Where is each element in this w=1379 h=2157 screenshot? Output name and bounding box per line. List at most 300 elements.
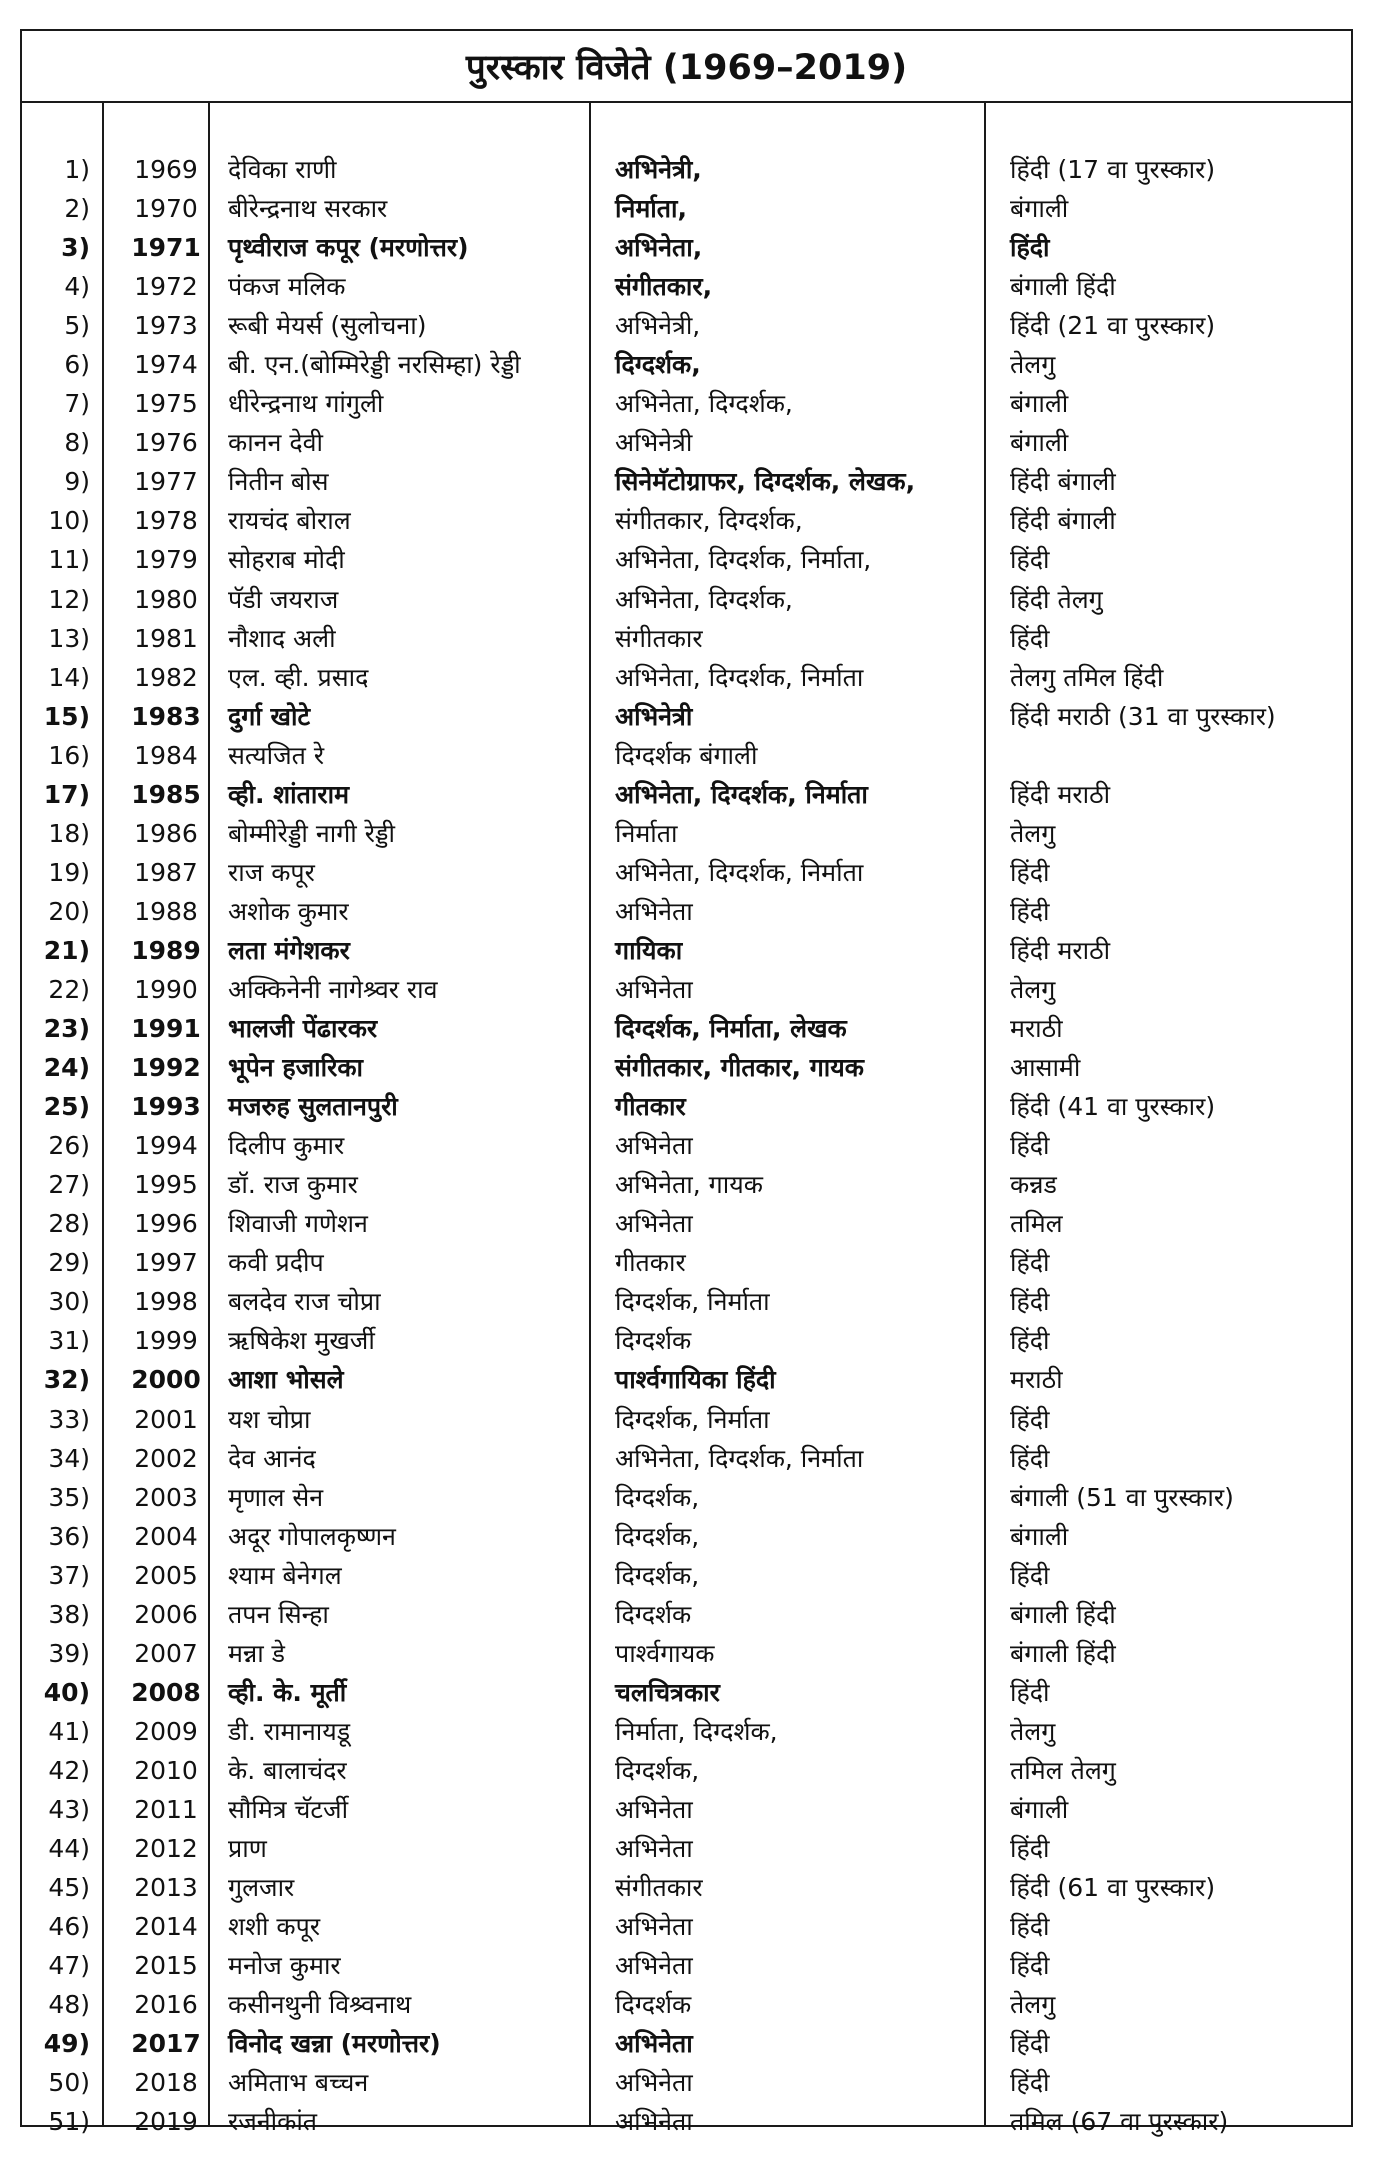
- row-number: 49): [43, 2029, 90, 2059]
- winner-role: संगीतकार,: [615, 272, 713, 302]
- table-row: [22, 2024, 1351, 2063]
- row-number: 4): [64, 272, 90, 302]
- film-language: तेलगु: [1010, 1990, 1056, 2020]
- table-row: [22, 1009, 1351, 1048]
- award-year: 1987: [134, 857, 198, 887]
- award-year: 1972: [134, 272, 198, 302]
- award-year: 2001: [134, 1404, 198, 1434]
- table-row: [22, 306, 1351, 345]
- award-year: 2005: [134, 1560, 198, 1590]
- row-number: 35): [48, 1482, 90, 1512]
- row-number: 37): [48, 1560, 90, 1590]
- row-number: 39): [48, 1638, 90, 1668]
- award-year: 2009: [134, 1716, 198, 1746]
- winner-name: लता मंगेशकर: [228, 935, 350, 965]
- table-row: [22, 580, 1351, 619]
- award-year: 1975: [134, 389, 198, 419]
- award-year: 2011: [134, 1794, 198, 1824]
- film-language: हिंदी मराठी: [1010, 935, 1111, 965]
- row-number: 51): [48, 2107, 90, 2137]
- award-year: 2014: [134, 1912, 198, 1942]
- winner-role: अभिनेता: [615, 2029, 693, 2059]
- row-number: 30): [48, 1287, 90, 1317]
- table-row: [22, 931, 1351, 970]
- table-row: [22, 345, 1351, 384]
- film-language: हिंदी: [1010, 896, 1050, 926]
- winner-name: भूपेन हजारिका: [228, 1053, 364, 1083]
- winner-role: अभिनेत्री: [615, 701, 693, 731]
- row-number: 12): [48, 584, 90, 614]
- winner-role: दिग्दर्शक, निर्माता, लेखक: [615, 1014, 847, 1044]
- table-row: [22, 1556, 1351, 1595]
- winner-name: ऋषिकेश मुखर्जी: [228, 1326, 375, 1356]
- award-year: 2015: [134, 1951, 198, 1981]
- row-number: 14): [48, 662, 90, 692]
- row-number: 46): [48, 1912, 90, 1942]
- row-number: 18): [48, 818, 90, 848]
- film-language: हिंदी: [1010, 1326, 1050, 1356]
- table-row: [22, 1126, 1351, 1165]
- award-year: 1971: [131, 233, 201, 263]
- row-number: 9): [64, 467, 90, 497]
- table-row: [22, 853, 1351, 892]
- row-number: 36): [48, 1521, 90, 1551]
- film-language: बंगाली: [1010, 1521, 1069, 1551]
- winner-role: अभिनेता: [615, 2068, 693, 2098]
- film-language: आसामी: [1010, 1053, 1081, 1083]
- film-language: हिंदी: [1010, 545, 1050, 575]
- table-row: [22, 619, 1351, 658]
- award-year: 1981: [134, 623, 198, 653]
- film-language: हिंदी: [1010, 233, 1050, 263]
- winner-role: अभिनेता: [615, 1834, 693, 1864]
- winner-role: अभिनेत्री,: [615, 155, 702, 184]
- winner-name: मजरुह सुलतानपुरी: [228, 1092, 398, 1122]
- award-year: 2016: [134, 1990, 198, 2020]
- table-row: [22, 1868, 1351, 1907]
- table-row: [22, 1478, 1351, 1517]
- row-number: 25): [43, 1092, 90, 1122]
- table-row: [22, 501, 1351, 540]
- winner-role: अभिनेता: [615, 974, 693, 1004]
- award-year: 1990: [134, 974, 198, 1004]
- winner-role: दिग्दर्शक,: [615, 350, 701, 380]
- film-language: हिंदी: [1010, 1951, 1050, 1981]
- table-row: [22, 150, 1351, 189]
- winner-name: पंकज मलिक: [228, 272, 346, 302]
- winner-name: यश चोप्रा: [228, 1404, 311, 1434]
- row-number: 23): [43, 1014, 90, 1044]
- row-number: 38): [48, 1599, 90, 1629]
- film-language: हिंदी मराठी (31 वा पुरस्कार): [1010, 701, 1276, 731]
- table-row: [22, 1907, 1351, 1946]
- winner-name: अदूर गोपालकृष्णन: [228, 1521, 396, 1551]
- winner-role: अभिनेता, दिग्दर्शक, निर्माता: [615, 857, 864, 887]
- winner-role: दिग्दर्शक,: [615, 1560, 700, 1590]
- film-language: बंगाली: [1010, 389, 1069, 419]
- table-row: [22, 814, 1351, 853]
- winner-role: अभिनेता, दिग्दर्शक,: [615, 584, 793, 614]
- winner-role: संगीतकार, गीतकार, गायक: [615, 1053, 864, 1083]
- award-year: 2000: [131, 1365, 201, 1395]
- row-number: 22): [48, 974, 90, 1004]
- row-number: 17): [43, 779, 90, 809]
- table-row: [22, 1243, 1351, 1282]
- winner-role: अभिनेता, दिग्दर्शक, निर्माता: [615, 779, 868, 809]
- award-year: 1996: [134, 1209, 198, 1239]
- row-number: 48): [48, 1990, 90, 2020]
- winner-name: मन्ना डे: [228, 1638, 285, 1668]
- film-language: बंगाली: [1010, 1794, 1069, 1824]
- winner-role: दिग्दर्शक,: [615, 1521, 700, 1551]
- film-language: हिंदी तेलगु: [1010, 584, 1103, 614]
- award-year: 2013: [134, 1873, 198, 1903]
- winner-role: दिग्दर्शक,: [615, 1482, 700, 1512]
- film-language: हिंदी (41 वा पुरस्कार): [1010, 1092, 1216, 1122]
- film-language: हिंदी: [1010, 1404, 1050, 1434]
- winner-name: सत्यजित रे: [228, 740, 325, 770]
- row-number: 16): [48, 740, 90, 770]
- table-row: [22, 2063, 1351, 2102]
- table-row: [22, 1985, 1351, 2024]
- winner-name: गुलजार: [228, 1873, 295, 1903]
- award-year: 2004: [134, 1521, 198, 1551]
- row-number: 2): [64, 194, 90, 224]
- winner-role: अभिनेता: [615, 1912, 693, 1942]
- row-number: 42): [48, 1755, 90, 1785]
- award-year: 2003: [134, 1482, 198, 1512]
- winner-role: गीतकार: [615, 1092, 686, 1122]
- winner-name: पृथ्वीराज कपूर (मरणोत्तर): [228, 233, 469, 263]
- row-number: 10): [48, 506, 90, 536]
- row-number: 8): [64, 428, 90, 458]
- award-year: 1982: [134, 662, 198, 692]
- winner-role: संगीतकार, दिग्दर्शक,: [615, 506, 803, 536]
- winner-role: अभिनेता: [615, 1951, 693, 1981]
- row-number: 26): [48, 1131, 90, 1161]
- winner-name: एल. व्ही. प्रसाद: [228, 662, 369, 692]
- film-language: मराठी: [1010, 1365, 1063, 1395]
- winner-name: डॉ. राज कुमार: [228, 1170, 358, 1200]
- table-row: [22, 697, 1351, 736]
- row-number: 24): [43, 1053, 90, 1083]
- row-number: 11): [48, 545, 90, 575]
- film-language: हिंदी (17 वा पुरस्कार): [1010, 155, 1216, 184]
- film-language: तमिल: [1010, 1209, 1063, 1239]
- award-year: 1979: [134, 545, 198, 575]
- table-row: [22, 1790, 1351, 1829]
- winner-role: निर्माता, दिग्दर्शक,: [615, 1716, 778, 1746]
- row-number: 3): [61, 233, 90, 263]
- table-row: [22, 736, 1351, 775]
- winner-role: दिग्दर्शक बंगाली: [615, 740, 758, 770]
- film-language: हिंदी: [1010, 1560, 1050, 1590]
- table-row: [22, 1517, 1351, 1556]
- table-row: [22, 658, 1351, 697]
- award-year: 1988: [134, 896, 198, 926]
- table-title: पुरस्कार विजेते (1969–2019): [22, 31, 1351, 103]
- award-year: 1992: [131, 1053, 201, 1083]
- row-number: 19): [48, 857, 90, 887]
- film-language: हिंदी: [1010, 2068, 1050, 2098]
- table-row: [22, 189, 1351, 228]
- row-number: 31): [48, 1326, 90, 1356]
- winner-role: दिग्दर्शक, निर्माता: [615, 1287, 770, 1317]
- winner-name: अक्किनेनी नागेश्र्वर राव: [228, 974, 438, 1004]
- table-row: [22, 1751, 1351, 1790]
- winner-role: दिग्दर्शक, निर्माता: [615, 1404, 770, 1434]
- table-row: [22, 1439, 1351, 1478]
- table-row: [22, 1673, 1351, 1712]
- film-language: बंगाली हिंदी: [1010, 1638, 1116, 1668]
- film-language: तेलगु: [1010, 818, 1056, 848]
- award-year: 1974: [134, 350, 198, 380]
- row-number: 21): [43, 935, 90, 965]
- film-language: तेलगु: [1010, 974, 1056, 1004]
- film-language: हिंदी: [1010, 1912, 1050, 1942]
- winner-role: दिग्दर्शक,: [615, 1755, 700, 1785]
- winner-role: अभिनेता,: [615, 233, 703, 263]
- row-number: 33): [48, 1404, 90, 1434]
- award-year: 1969: [134, 155, 198, 184]
- table-row: [22, 267, 1351, 306]
- award-year: 2018: [134, 2068, 198, 2098]
- table-row: [22, 228, 1351, 267]
- table-row: [22, 1829, 1351, 1868]
- winner-name: नितीन बोस: [228, 467, 329, 497]
- winner-name: बलदेव राज चोप्रा: [228, 1287, 381, 1317]
- award-year: 2010: [134, 1755, 198, 1785]
- award-year: 1977: [134, 467, 198, 497]
- film-language: बंगाली हिंदी: [1010, 272, 1116, 302]
- row-number: 15): [43, 701, 90, 731]
- film-language: हिंदी: [1010, 2029, 1050, 2059]
- winner-role: अभिनेता, गायक: [615, 1170, 763, 1200]
- winner-name: मनोज कुमार: [228, 1951, 341, 1981]
- winner-name: कानन देवी: [228, 428, 324, 458]
- winner-name: कवी प्रदीप: [228, 1248, 324, 1278]
- winner-name: धीरेन्द्रनाथ गांगुली: [228, 389, 384, 419]
- row-number: 28): [48, 1209, 90, 1239]
- row-number: 32): [43, 1365, 90, 1395]
- row-number: 1): [64, 155, 90, 184]
- table-row: [22, 2102, 1351, 2141]
- table-row: [22, 1204, 1351, 1243]
- film-language: हिंदी: [1010, 1677, 1050, 1707]
- winner-role: चलचित्रकार: [615, 1677, 720, 1707]
- award-year: 1985: [131, 779, 201, 809]
- row-number: 20): [48, 896, 90, 926]
- winner-role: अभिनेता, दिग्दर्शक, निर्माता,: [615, 545, 872, 575]
- award-year: 1984: [134, 740, 198, 770]
- film-language: हिंदी (21 वा पुरस्कार): [1010, 311, 1216, 341]
- winner-name: सोहराब मोदी: [228, 545, 345, 575]
- award-year: 1991: [131, 1014, 201, 1044]
- film-language: हिंदी: [1010, 1248, 1050, 1278]
- table-row: [22, 1400, 1351, 1439]
- winner-name: विनोद खन्ना (मरणोत्तर): [228, 2029, 441, 2059]
- winner-name: प्राण: [228, 1834, 267, 1864]
- award-year: 1999: [134, 1326, 198, 1356]
- table-row: [22, 892, 1351, 931]
- winner-role: सिनेमॅटोग्राफर, दिग्दर्शक, लेखक,: [615, 467, 916, 497]
- row-number: 41): [48, 1716, 90, 1746]
- award-year: 1978: [134, 506, 198, 536]
- winner-role: अभिनेता: [615, 2107, 693, 2137]
- film-language: हिंदी बंगाली: [1010, 467, 1116, 497]
- winner-role: अभिनेता, दिग्दर्शक,: [615, 389, 793, 419]
- row-number: 40): [43, 1677, 90, 1707]
- winner-role: अभिनेता: [615, 1209, 693, 1239]
- film-language: कन्नड: [1010, 1170, 1057, 1200]
- film-language: तमिल तेलगु: [1010, 1755, 1116, 1785]
- film-language: बंगाली: [1010, 428, 1069, 458]
- row-number: 34): [48, 1443, 90, 1473]
- row-number: 29): [48, 1248, 90, 1278]
- winner-role: दिग्दर्शक: [615, 1990, 692, 2020]
- winner-role: दिग्दर्शक: [615, 1599, 692, 1629]
- film-language: बंगाली हिंदी: [1010, 1599, 1116, 1629]
- table-row: [22, 540, 1351, 579]
- winner-role: गायिका: [615, 935, 683, 965]
- table-body: [22, 150, 1351, 2141]
- row-number: 47): [48, 1951, 90, 1981]
- row-number: 45): [48, 1873, 90, 1903]
- winner-name: रायचंद बोराल: [228, 506, 351, 536]
- table-row: [22, 423, 1351, 462]
- row-number: 43): [48, 1794, 90, 1824]
- winner-name: बीरेन्द्रनाथ सरकार: [228, 194, 388, 224]
- winner-role: गीतकार: [615, 1248, 686, 1278]
- winner-name: देव आनंद: [228, 1443, 316, 1473]
- winner-role: अभिनेता: [615, 1131, 693, 1161]
- winner-name: व्ही. शांताराम: [228, 779, 350, 809]
- table-row: [22, 1282, 1351, 1321]
- film-language: हिंदी: [1010, 623, 1050, 653]
- table-row: [22, 1048, 1351, 1087]
- film-language: हिंदी: [1010, 1287, 1050, 1317]
- row-number: 27): [48, 1170, 90, 1200]
- winner-role: निर्माता: [615, 818, 678, 848]
- award-year: 1993: [131, 1092, 201, 1122]
- row-number: 7): [64, 389, 90, 419]
- award-year: 1980: [134, 584, 198, 614]
- table-row: [22, 1321, 1351, 1360]
- winner-name: कसीनथुनी विश्र्वनाथ: [228, 1990, 412, 2020]
- winner-name: अमिताभ बच्चन: [228, 2068, 369, 2098]
- winner-name: अशोक कुमार: [228, 896, 349, 926]
- row-number: 44): [48, 1834, 90, 1864]
- winner-name: शशी कपूर: [228, 1912, 321, 1942]
- winner-role: अभिनेता: [615, 896, 693, 926]
- winner-role: संगीतकार: [615, 623, 703, 653]
- film-language: तेलगु तमिल हिंदी: [1010, 662, 1164, 692]
- award-year: 1986: [134, 818, 198, 848]
- film-language: हिंदी: [1010, 1131, 1050, 1161]
- table-row: [22, 462, 1351, 501]
- film-language: मराठी: [1010, 1014, 1063, 1044]
- winner-role: पार्श्वगायिका हिंदी: [615, 1365, 776, 1395]
- row-number: 13): [48, 623, 90, 653]
- award-year: 2012: [134, 1834, 198, 1864]
- award-year: 2019: [134, 2107, 198, 2137]
- award-year: 1970: [134, 194, 198, 224]
- winner-name: शिवाजी गणेशन: [228, 1209, 368, 1239]
- award-year: 1997: [134, 1248, 198, 1278]
- winner-name: के. बालाचंदर: [228, 1755, 347, 1785]
- award-year: 2007: [134, 1638, 198, 1668]
- winner-name: दिलीप कुमार: [228, 1131, 345, 1161]
- award-year: 1976: [134, 428, 198, 458]
- winner-name: आशा भोसले: [228, 1365, 344, 1395]
- winner-name: श्याम बेनेगल: [228, 1560, 342, 1590]
- film-language: तमिल (67 वा पुरस्कार): [1010, 2107, 1229, 2137]
- table-row: [22, 1087, 1351, 1126]
- winner-role: पार्श्वगायक: [615, 1638, 715, 1668]
- table-row: [22, 1634, 1351, 1673]
- award-year: 2006: [134, 1599, 198, 1629]
- winner-name: तपन सिन्हा: [228, 1599, 329, 1629]
- table-row: [22, 775, 1351, 814]
- award-year: 1989: [131, 935, 201, 965]
- winner-role: निर्माता,: [615, 194, 687, 224]
- winner-role: अभिनेत्री,: [615, 311, 701, 341]
- winner-name: रूबी मेयर्स (सुलोचना): [228, 311, 427, 341]
- film-language: बंगाली (51 वा पुरस्कार): [1010, 1482, 1234, 1512]
- film-language: हिंदी: [1010, 1834, 1050, 1864]
- table-row: [22, 970, 1351, 1009]
- winner-role: अभिनेता: [615, 1794, 693, 1824]
- award-year: 1973: [134, 311, 198, 341]
- winner-role: अभिनेता, दिग्दर्शक, निर्माता: [615, 662, 864, 692]
- award-year: 1998: [134, 1287, 198, 1317]
- film-language: तेलगु: [1010, 1716, 1056, 1746]
- winner-role: संगीतकार: [615, 1873, 703, 1903]
- film-language: हिंदी: [1010, 1443, 1050, 1473]
- award-year: 2017: [131, 2029, 201, 2059]
- award-year: 1994: [134, 1131, 198, 1161]
- film-language: तेलगु: [1010, 350, 1056, 380]
- table-row: [22, 1595, 1351, 1634]
- award-year: 1983: [131, 701, 201, 731]
- film-language: हिंदी बंगाली: [1010, 506, 1116, 536]
- film-language: बंगाली: [1010, 194, 1069, 224]
- winner-role: दिग्दर्शक: [615, 1326, 692, 1356]
- table-row: [22, 1360, 1351, 1399]
- row-number: 50): [48, 2068, 90, 2098]
- winner-name: भालजी पेंढारकर: [228, 1014, 378, 1044]
- winner-name: सौमित्र चॅटर्जी: [228, 1794, 349, 1824]
- winner-name: रजनीकांत: [228, 2107, 318, 2137]
- winner-name: व्ही. के. मूर्ती: [228, 1677, 347, 1707]
- film-language: हिंदी: [1010, 857, 1050, 887]
- award-year: 2002: [134, 1443, 198, 1473]
- winner-name: पॅडी जयराज: [228, 584, 339, 614]
- row-number: 6): [64, 350, 90, 380]
- winner-name: देविका राणी: [228, 155, 337, 184]
- awards-table: [20, 29, 1353, 2137]
- winner-name: राज कपूर: [228, 857, 315, 887]
- winner-name: बी. एन.(बोम्मिरेड्डी नरसिम्हा) रेड्डी: [228, 350, 521, 380]
- table-row: [22, 1946, 1351, 1985]
- table-row: [22, 384, 1351, 423]
- row-number: 5): [64, 311, 90, 341]
- winner-name: दुर्गा खोटे: [228, 701, 311, 731]
- film-language: हिंदी मराठी: [1010, 779, 1111, 809]
- winner-role: अभिनेता, दिग्दर्शक, निर्माता: [615, 1443, 864, 1473]
- winner-name: नौशाद अली: [228, 623, 336, 653]
- film-language: हिंदी (61 वा पुरस्कार): [1010, 1873, 1216, 1903]
